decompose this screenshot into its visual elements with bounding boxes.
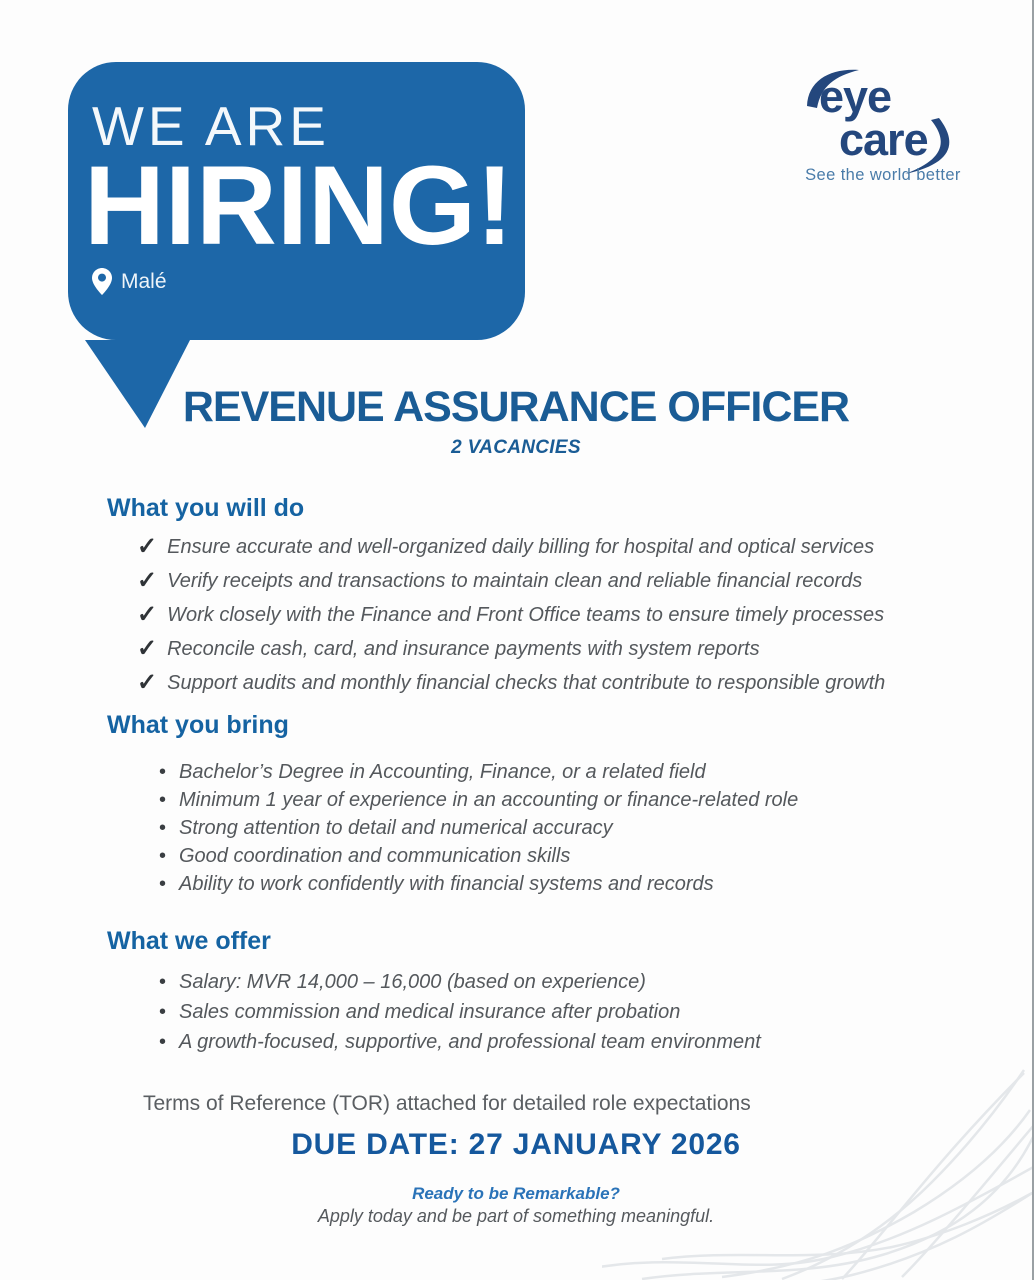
list-item: • Good coordination and communication skills <box>159 846 919 866</box>
job-title: REVENUE ASSURANCE OFFICER <box>182 383 850 431</box>
badge-line-hiring: HIRING! <box>84 143 514 268</box>
list-item <box>137 635 919 662</box>
list-item-text: Verify receipts and transactions to maintain clean and reliable financial records <box>167 570 863 592</box>
logo-tagline: See the world better <box>805 166 961 184</box>
list-item: • Bachelor’s Degree in Accounting, Finance, or a related field <box>159 762 919 782</box>
check-icon: ✓ <box>137 567 158 594</box>
cta-apply-today: Apply today and be part of something meaningful. <box>317 1206 715 1226</box>
list-item <box>137 533 919 560</box>
list-item <box>137 669 919 696</box>
what-you-will-do-list <box>137 533 919 696</box>
eyecare-logo <box>793 60 973 175</box>
tor-note: Terms of Reference (TOR) attached for detailed role expectations <box>143 1092 751 1115</box>
list-item: • Sales commission and medical insurance after probation <box>159 1002 919 1022</box>
check-icon: ✓ <box>137 669 158 696</box>
badge-line-we-are: WE ARE <box>92 95 330 157</box>
location-label: Malé <box>121 269 167 293</box>
location-row <box>92 268 167 295</box>
svg-text:care: care <box>839 114 928 165</box>
list-item: • A growth-focused, supportive, and professional team environment <box>159 1032 919 1052</box>
list-item: • Salary: MVR 14,000 – 16,000 (based on experience) <box>159 972 919 992</box>
list-item <box>137 567 919 594</box>
list-item <box>137 601 919 628</box>
poster-body <box>107 494 919 1116</box>
list-item: • Ability to work confidently with financial systems and records <box>159 874 919 894</box>
section-heading-what-you-bring: What you bring <box>107 711 289 739</box>
section-heading-what-we-offer: What we offer <box>107 927 271 955</box>
svg-text:eye: eye <box>819 71 892 122</box>
cta-remarkable: Ready to be Remarkable? <box>412 1184 620 1203</box>
title-block <box>0 383 1032 459</box>
what-you-bring-list <box>159 762 919 894</box>
due-date: DUE DATE: 27 JANUARY 2026 <box>291 1128 741 1161</box>
list-item-text: Work closely with the Finance and Front Office teams to ensure timely processes <box>167 604 885 626</box>
list-item: • Strong attention to detail and numerical accuracy <box>159 818 919 838</box>
section-heading-what-you-will-do: What you will do <box>107 494 305 522</box>
list-item-text: Support audits and monthly financial checks that contribute to responsible growth <box>167 672 886 694</box>
check-icon: ✓ <box>137 601 158 628</box>
list-item: • Minimum 1 year of experience in an accounting or finance-related role <box>159 790 919 810</box>
list-item-text: Ensure accurate and well-organized daily billing for hospital and optical services <box>167 536 875 558</box>
location-pin-icon <box>92 268 112 295</box>
list-item-text: Reconcile cash, card, and insurance payments with system reports <box>167 638 760 660</box>
hiring-speech-bubble <box>68 62 525 340</box>
check-icon: ✓ <box>137 533 158 560</box>
vacancies-count: 2 VACANCIES <box>451 437 581 458</box>
check-icon: ✓ <box>137 635 158 662</box>
what-we-offer-list <box>159 972 919 1052</box>
